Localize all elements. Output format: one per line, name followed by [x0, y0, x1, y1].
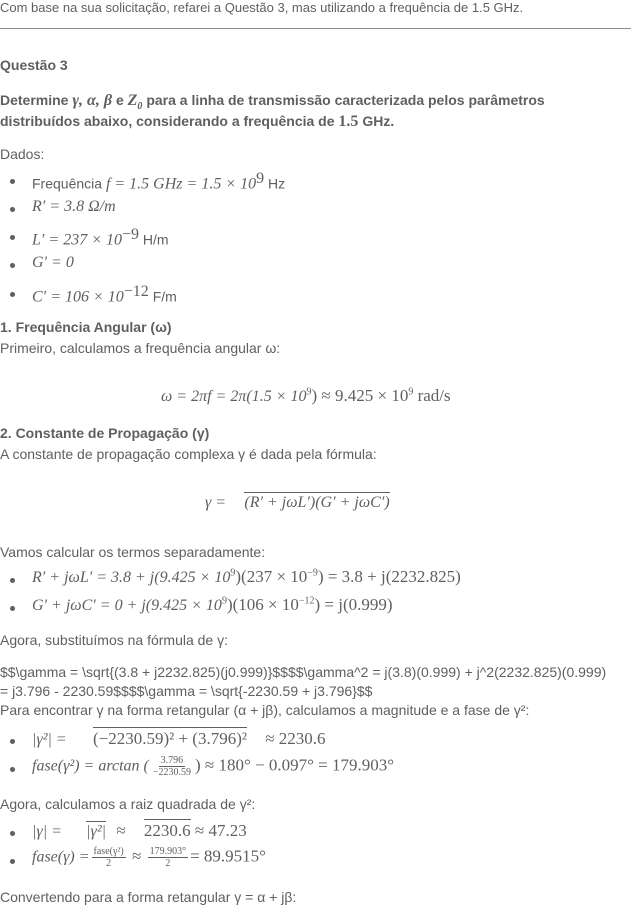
bullet — [10, 739, 15, 744]
prompt-text: Determine — [0, 92, 69, 108]
raw-latex-line2: = j3.796 - 2230.59$$$$\gamma = \sqrt{-2230.59 + j3.796}$$ — [0, 683, 373, 699]
sec2-heading: 2. Constante de Propagação (γ) — [0, 425, 210, 441]
bullet — [10, 292, 15, 297]
root-text: Agora, calculamos a raiz quadrada de γ²: — [0, 796, 256, 812]
term-r-jwl: $R' + j\omega L' = 3.8 + j(9.425 \times 10^9)(237 \times 10^{-9}) = 3.8 + j(2232.825)$ — [32, 567, 461, 586]
question-prompt-line1 — [0, 92, 545, 112]
sec1-equation: $\omega = 2\pi f = 2\pi(1.5 \times 10^9) \approx 9.425 \times 10^9$ rad/s — [161, 386, 451, 405]
bullet — [10, 263, 15, 268]
dados-item-c: $C' = 106 \times 10^{-12}$ F/m — [32, 283, 177, 306]
dados-label: Dados: — [0, 146, 45, 162]
bullet — [10, 179, 15, 184]
calc-text: Vamos calcular os termos separadamente: — [0, 544, 266, 560]
intro-text: Com base na sua solicitação, refarei a Questão 3, mas utilizando a frequência de 1.5 GHz. — [0, 0, 524, 15]
dados-item-r: R′ = 3.8 Ω/m — [32, 198, 116, 215]
prompt-z0: $Z_0$ — [127, 92, 143, 113]
prompt-unit: GHz. — [362, 113, 395, 129]
prompt-text-2: para a linha de transmissão caracterizada pelos parâmetros — [146, 92, 545, 108]
subst-text: Agora, substituímos na fórmula de γ: — [0, 632, 228, 648]
bullet — [10, 207, 15, 212]
gamma-phase: fase(γ) = $\frac{\text{fase(γ²)}}{2}$ ≈ $\frac{179.903^\circ}{2}$ = 89.9515° — [32, 846, 266, 869]
sec2-equation: γ = (R′ + jωL′)(G′ + jωC′) — [205, 494, 390, 511]
prompt-vars: γ, α, β — [72, 92, 113, 109]
bullet — [10, 767, 15, 772]
sec1-heading: 1. Frequência Angular (ω) — [0, 319, 172, 335]
raw-latex-line1: $$\gamma = \sqrt{(3.8 + j2232.825)(j0.999)}$$$$\gamma^2 = j(3.8)(0.999) + j^2(2232.825)(0.999) — [0, 664, 607, 680]
dados-item-g: G′ = 0 — [32, 254, 74, 271]
gamma2-phase: fase(γ²) = arctan ( $\frac{3.796}{-2230.59}$ ) ≈ 180° − 0.097° = 179.903° — [32, 755, 395, 778]
polar-text: Para encontrar γ na forma retangular (α + jβ), calculamos a magnitude e a fase de γ²: — [0, 702, 530, 718]
term-g-jwc: $G' + j\omega C' = 0 + j(9.425 \times 10^9)(106 \times 10^{-12}) = j(0.999)$ — [32, 595, 393, 614]
gamma2-magnitude: |γ²| = (−2230.59)² + (3.796)² ≈ 2230.6 — [32, 729, 326, 748]
bullet — [10, 578, 15, 583]
bullet — [10, 235, 15, 240]
prompt-and: e — [115, 92, 124, 108]
bullet — [10, 859, 15, 864]
bullet — [10, 831, 15, 836]
bullet — [10, 606, 15, 611]
question-title: Questão 3 — [0, 57, 68, 73]
sec1-text: Primeiro, calculamos a frequência angular ω: — [0, 340, 281, 356]
question-prompt-line2 — [0, 113, 394, 131]
final-text: Convertendo para a forma retangular γ = α + jβ: — [0, 889, 297, 905]
divider — [0, 28, 631, 29]
prompt-freq: 1.5 — [338, 113, 359, 130]
gamma-magnitude: |γ| = |γ²| ≈ 2230.6 ≈ 47.23 — [32, 821, 247, 840]
dados-item-l: $L' = 237 \times 10^{-9}$ H/m — [32, 226, 169, 249]
dados-item-frequency: Frequência f = 1.5 GHz = $1.5 \times 10^9$ Hz — [32, 170, 286, 193]
sec2-text: A constante de propagação complexa γ é dada pela fórmula: — [0, 446, 377, 462]
prompt-text-3: distribuídos abaixo, considerando a frequência de — [0, 113, 335, 129]
